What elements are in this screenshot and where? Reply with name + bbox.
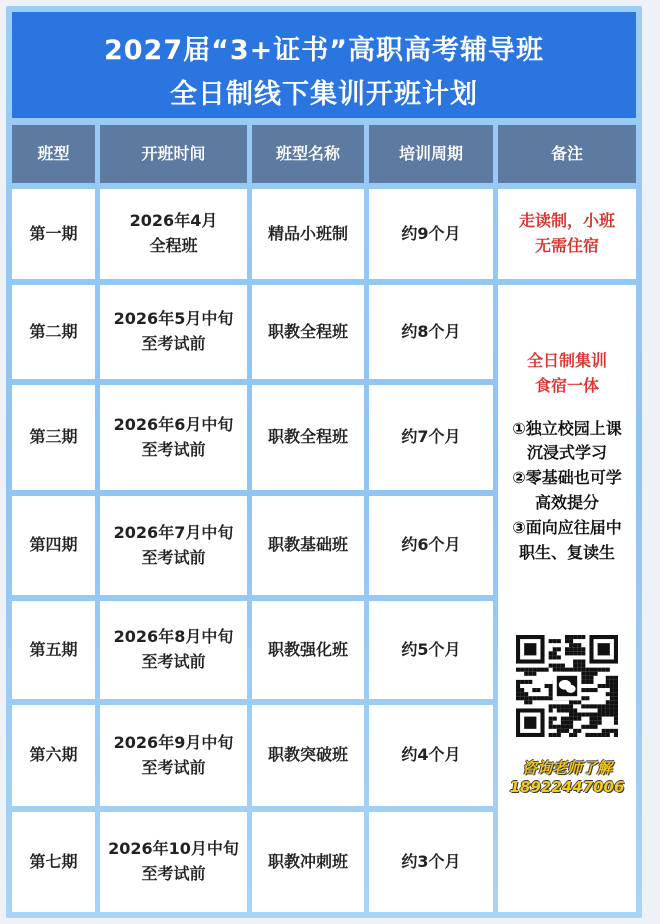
- class-name-cell: [252, 812, 364, 912]
- cycle-cell: [369, 189, 493, 279]
- period-text: 第一期: [29, 223, 78, 243]
- start-time-line: 2026年4月: [129, 211, 218, 231]
- header-label: 开班时间: [141, 143, 206, 163]
- remark-features: [512, 417, 622, 566]
- cell-content: [401, 850, 460, 875]
- feature-line: 高效提分: [534, 492, 599, 512]
- feature-line: 沉浸式学习: [526, 443, 607, 463]
- period-text: 第六期: [29, 745, 78, 765]
- header-label: 班型名称: [275, 143, 340, 163]
- cell-content: [401, 743, 460, 768]
- cell-content: [29, 425, 77, 450]
- cell-content: [29, 743, 77, 768]
- period-cell: [12, 496, 95, 595]
- start-time-cell: [100, 601, 247, 699]
- cell-content: [268, 850, 348, 875]
- class-name-text: 职教全程班: [267, 321, 348, 341]
- remark-headline-line: 全日制集训: [526, 351, 607, 370]
- cell-content: [29, 850, 77, 875]
- class-name-cell: [252, 705, 364, 806]
- period-text: 第四期: [29, 535, 78, 555]
- period-cell: [12, 285, 95, 379]
- cell-content: [29, 320, 77, 345]
- start-time-cell: [100, 705, 247, 806]
- cycle-text: 约5个月: [401, 639, 461, 659]
- start-time-cell: [100, 496, 247, 595]
- remark-cell-first: [498, 189, 636, 279]
- class-name-cell: [252, 496, 364, 595]
- remark-line: 走读制，小班: [518, 211, 615, 231]
- start-time-cell: [100, 189, 247, 279]
- period-text: 第五期: [29, 639, 78, 659]
- class-name-cell: [252, 189, 364, 279]
- start-time-line: 2026年7月中旬: [113, 522, 234, 542]
- header-label: 班型: [37, 143, 70, 163]
- cell-content: [401, 320, 460, 345]
- cycle-text: 约4个月: [401, 745, 461, 765]
- period-text: 第七期: [29, 851, 78, 871]
- period-cell: [12, 705, 95, 806]
- period-text: 第二期: [29, 321, 78, 341]
- wechat-qr-code-icon: [516, 635, 618, 737]
- start-time-cell: [100, 385, 247, 490]
- period-text: 第三期: [29, 427, 78, 447]
- cell-content: [29, 222, 77, 247]
- start-time-line: 至考试前: [141, 757, 206, 777]
- class-name-cell: [252, 285, 364, 379]
- cell-content: [114, 731, 234, 781]
- start-time-cell: [100, 285, 247, 379]
- cell-content: [268, 743, 348, 768]
- feature-line: 职生、复读生: [518, 542, 615, 562]
- header-cell: [498, 125, 636, 183]
- header-cell: [100, 125, 247, 183]
- remark-first-text: [519, 209, 615, 259]
- cell-content: [114, 625, 234, 675]
- feature-line: ③面向应往届中: [512, 517, 622, 537]
- cycle-text: 约7个月: [401, 427, 461, 447]
- cell-content: [29, 533, 77, 558]
- period-cell: [12, 601, 95, 699]
- remark-cell-merged: [498, 285, 636, 912]
- feature-line: ①独立校园上课: [512, 418, 622, 438]
- contact-info: [510, 759, 625, 797]
- cell-content: [401, 222, 460, 247]
- header-cell: [369, 125, 493, 183]
- cell-content: [401, 638, 460, 663]
- cell-content: [268, 638, 348, 663]
- cell-content: [268, 533, 348, 558]
- start-time-line: 2026年9月中旬: [113, 732, 234, 752]
- class-name-text: 职教突破班: [267, 745, 348, 765]
- contact-label: 咨询老师了解: [521, 759, 612, 778]
- cell-content: [401, 533, 460, 558]
- cell-content: [108, 837, 239, 887]
- start-time-cell: [100, 812, 247, 912]
- class-name-cell: [252, 601, 364, 699]
- cell-content: [114, 521, 234, 571]
- start-time-line: 至考试前: [141, 439, 206, 459]
- class-name-text: 职教全程班: [267, 427, 348, 447]
- cycle-cell: [369, 812, 493, 912]
- cycle-text: 约9个月: [401, 223, 461, 243]
- start-time-line: 全程班: [149, 236, 198, 255]
- cycle-text: 约3个月: [401, 851, 461, 871]
- cycle-cell: [369, 705, 493, 806]
- cycle-cell: [369, 385, 493, 490]
- header-cell: [12, 125, 95, 183]
- start-time-line: 2026年5月中旬: [113, 309, 234, 329]
- start-time-line: 至考试前: [141, 864, 206, 883]
- period-cell: [12, 812, 95, 912]
- start-time-line: 至考试前: [141, 334, 206, 353]
- cycle-text: 约8个月: [401, 321, 461, 341]
- title-line-2: 全日制线下集训开班计划: [170, 79, 478, 110]
- cell-content: [114, 413, 234, 463]
- start-time-line: 2026年6月中旬: [113, 414, 234, 434]
- remark-line: 无需住宿: [534, 236, 599, 255]
- cell-content: [29, 638, 77, 663]
- period-cell: [12, 189, 95, 279]
- class-name-text: 职教强化班: [267, 639, 348, 659]
- cell-content: [401, 425, 460, 450]
- header-cell: [252, 125, 364, 183]
- cell-content: [268, 222, 348, 247]
- cycle-cell: [369, 601, 493, 699]
- start-time-line: 至考试前: [141, 652, 206, 671]
- cycle-cell: [369, 285, 493, 379]
- title-line-1: 2027届“3+证书”高职高考辅导班: [103, 35, 545, 66]
- title-banner: [12, 12, 636, 118]
- remark-headline-line: 食宿一体: [534, 375, 599, 395]
- cycle-text: 约6个月: [401, 535, 461, 555]
- class-name-cell: [252, 385, 364, 490]
- start-time-line: 2026年10月中旬: [108, 839, 239, 859]
- start-time-line: 2026年8月中旬: [113, 627, 234, 647]
- cycle-cell: [369, 496, 493, 595]
- cell-content: [268, 320, 348, 345]
- start-time-line: 至考试前: [141, 547, 206, 567]
- cell-content: [114, 307, 234, 357]
- class-name-text: 职教冲刺班: [267, 851, 348, 871]
- contact-phone: 18922447006: [509, 778, 625, 797]
- header-label: 备注: [550, 143, 583, 163]
- header-label: 培训周期: [398, 143, 463, 163]
- class-name-text: 职教基础班: [267, 535, 348, 555]
- cell-content: [268, 425, 348, 450]
- class-name-text: 精品小班制: [267, 223, 348, 243]
- cell-content: [130, 209, 218, 259]
- remark-headline: [527, 349, 607, 399]
- period-cell: [12, 385, 95, 490]
- feature-line: ②零基础也可学: [512, 468, 622, 488]
